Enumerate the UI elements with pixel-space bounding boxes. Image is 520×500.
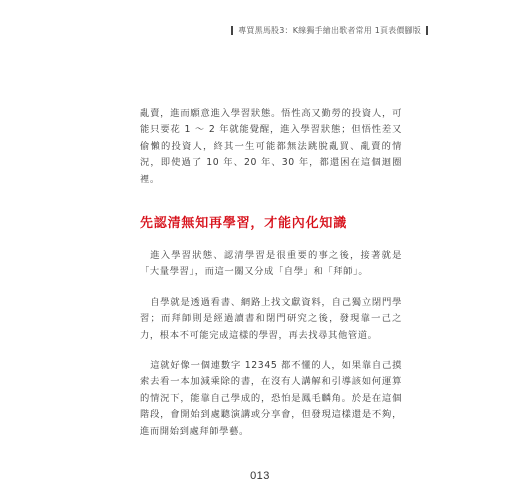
paragraph: 自學就是透過看書、網路上找文獻資料，自己獨立閉門學習；而拜師則是經過讀書和閉門研究之後，發現靠一己之力，根本不可能完成這樣的學習，再去找尋其他管道。	[140, 296, 402, 341]
header-right-bar	[426, 26, 428, 35]
paragraph: 進入學習狀態、認清學習是很重要的事之後，接著就是「大量學習」，而這一關又分成「自學」和「拜師」。	[140, 250, 402, 278]
paragraph: 這就好像一個連數字 12345 都不懂的人，如果靠自己摸索去看一本加減乘除的書，在沒有人講解和引導該如何運算的情況下，能靠自己學成的，恐怕是鳳毛麟角。於是在這個階段，會開始到處聽演講或分享會，但發現這樣還是不夠，進而開始到處拜師學藝。	[140, 360, 402, 437]
body-text	[140, 106, 402, 440]
running-header-title: 專買黑馬股3：K線獨手繪出歌者常用 1頁表價腳版	[238, 26, 421, 35]
section-heading: 先認清無知再學習，才能內化知識	[140, 216, 348, 232]
page-number: 013	[250, 470, 270, 482]
header-left-bar	[231, 26, 233, 35]
running-header	[231, 25, 428, 36]
paragraph-continued: 亂賣，進而願意進入學習狀態。悟性高又勤勞的投資人，可能只要花 1 ～ 2 年就能覺醒，進入學習狀態；但悟性差又偷懶的投資人，終其一生可能都無法跳脫亂買、亂賣的情況，即使過了 10 年、20 年、30 年，都還困在這個迴圈裡。	[140, 108, 402, 185]
